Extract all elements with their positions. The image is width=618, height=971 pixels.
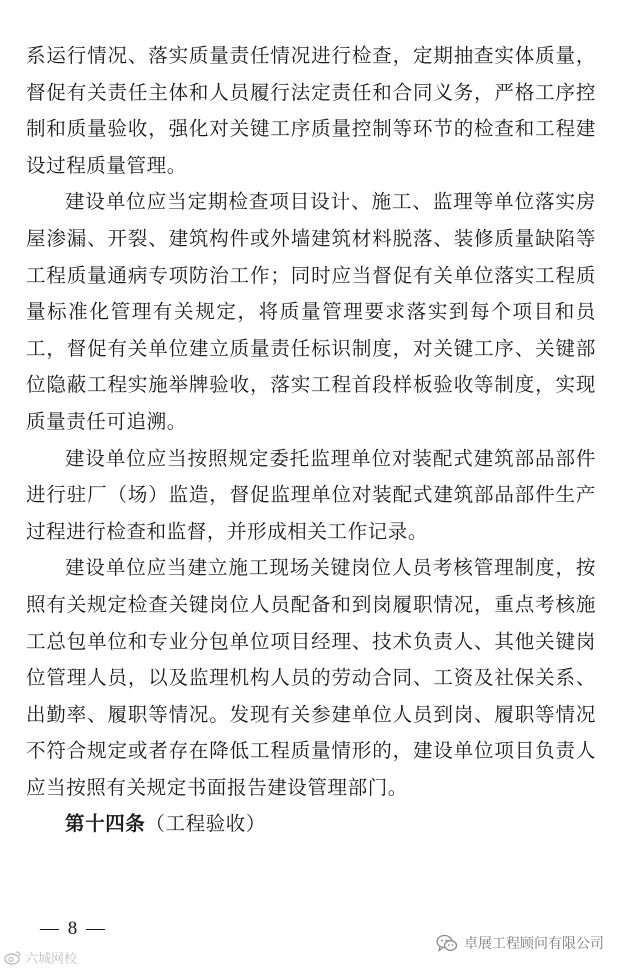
watermark-left-text: 六城网校 — [25, 952, 78, 967]
article-title: 第十四条 — [65, 812, 146, 836]
watermark-right — [436, 933, 604, 953]
paragraph-4: 建设单位应当建立施工现场关键岗位人员考核管理制度，按照有关规定检查关键岗位人员配备和到岗履职情况，重点考核施工总包单位和专业分包单位项目经理、技术负责人、其他关键岗位管理人员，以及监理机构人员的劳动合同、工资及社保关系、出勤率、履职等情况。发现有关参建单位人员到岗、履职等情况不符合规定或者存在降低工程质量情形的，建设单位项目负责人应当按照有关规定书面报告建设管理部门。 — [26, 556, 596, 799]
paragraph-2: 建设单位应当定期检查项目设计、施工、监理等单位落实房屋渗漏、开裂、建筑构件或外墙建筑材料脱落、装修质量缺陷等工程质量通病专项防治工作；同时应当督促有关单位落实工程质量标准化管理有关规定，将质量管理要求落实到每个项目和员工，督促有关单位建立质量责任标识制度，对关键工序、关键部位隐蔽工程实施举牌验收，落实工程首段样板验收等制度，实现质量责任可追溯。 — [26, 190, 596, 433]
document-body — [26, 38, 596, 843]
page-number: — 8 — — [40, 918, 107, 939]
paragraph-3: 建设单位应当按照规定委托监理单位对装配式建筑部品部件进行驻厂（场）监造，督促监理单位对装配式建筑部品部件生产过程进行检查和监督，并形成相关工作记录。 — [26, 446, 596, 543]
watermark-left — [4, 948, 77, 967]
paragraph-1: 系运行情况、落实质量责任情况进行检查，定期抽查实体质量，督促有关责任主体和人员履行法定责任和合同义务，严格工序控制和质量验收，强化对关键工序质量控制等环节的检查和工程建设过程质量管理。 — [26, 44, 596, 177]
watermark-right-text: 卓展工程顾问有限公司 — [464, 936, 604, 952]
wechat-icon — [436, 934, 458, 953]
weibo-icon — [4, 950, 22, 965]
article-subtitle: （工程验收） — [145, 812, 267, 836]
article-heading — [26, 806, 596, 843]
